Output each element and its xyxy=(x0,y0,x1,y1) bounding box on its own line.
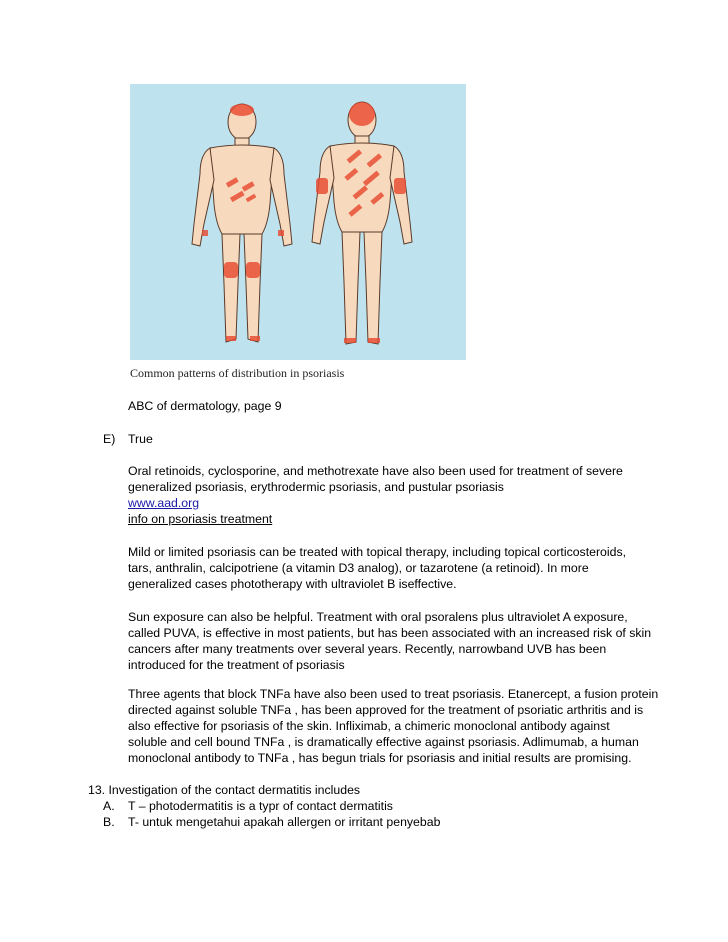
text-line: soluble and cell bound TNFa , is dramatically effective against psoriasis. Adlimumab, a human xyxy=(128,735,639,749)
text-line: generalized cases phototherapy with ultraviolet B iseffective. xyxy=(128,577,457,591)
q13-item-b-text: T- untuk mengetahui apakah allergen or irritant penyebab xyxy=(128,815,441,829)
q13-item-a-marker: A. xyxy=(103,799,115,813)
paragraph-tnfa-agents xyxy=(128,686,658,766)
paragraph-oral-retinoids xyxy=(128,463,623,527)
aad-link[interactable]: www.aad.org xyxy=(128,496,200,510)
text-line: Sun exposure can also be helpful. Treatment with oral psoralens plus ultraviolet A exposure, xyxy=(128,610,628,624)
front-body xyxy=(192,104,292,342)
text-line: tars, anthralin, calcipotriene (a vitamin D3 analog), or tazarotene (a retinoid). In more xyxy=(128,561,589,575)
text-line: generalized psoriasis, erythrodermic psoriasis, and pustular psoriasis xyxy=(128,480,504,494)
text-line: monoclonal antibody to TNFa , has begun trials for psoriasis and initial results are promising. xyxy=(128,751,632,765)
q13-item-b-marker: B. xyxy=(103,815,115,829)
text-line: Oral retinoids, cyclosporine, and methotrexate have also been used for treatment of severe xyxy=(128,464,623,478)
figure-caption: Common patterns of distribution in psoriasis xyxy=(130,366,345,380)
question-13-title: 13. Investigation of the contact dermatitis includes xyxy=(88,783,361,797)
text-line: introduced for the treatment of psoriasis xyxy=(128,658,345,672)
text-line: Mild or limited psoriasis can be treated with topical therapy, including topical corticosteroids, xyxy=(128,545,627,559)
text-line: cancers after many treatments over several years. Recently, narrowband UVB has been xyxy=(128,642,607,656)
psoriasis-treatment-link[interactable]: info on psoriasis treatment xyxy=(128,512,273,526)
text-line: called PUVA, is effective in most patients, but has been associated with an increased risk of skin xyxy=(128,626,652,640)
source-citation: ABC of dermatology, page 9 xyxy=(128,399,282,413)
answer-e-label: True xyxy=(128,432,153,446)
answer-e-marker: E) xyxy=(103,432,116,446)
text-line: Three agents that block TNFa have also been used to treat psoriasis. Etanercept, a fusion protein xyxy=(128,687,659,701)
text-line: directed against soluble TNFa , has been approved for the treatment of psoriatic arthritis and is xyxy=(128,703,644,717)
psoriasis-distribution-figure xyxy=(130,84,466,360)
paragraph-sun-exposure xyxy=(128,609,651,673)
text-line: also effective for psoriasis of the skin. Infliximab, a chimeric monoclonal antibody against xyxy=(128,719,610,733)
paragraph-topical-therapy xyxy=(128,544,626,592)
back-body xyxy=(312,102,412,344)
q13-item-a-text: T – photodermatitis is a typr of contact dermatitis xyxy=(128,799,393,813)
body-diagram xyxy=(130,84,466,360)
